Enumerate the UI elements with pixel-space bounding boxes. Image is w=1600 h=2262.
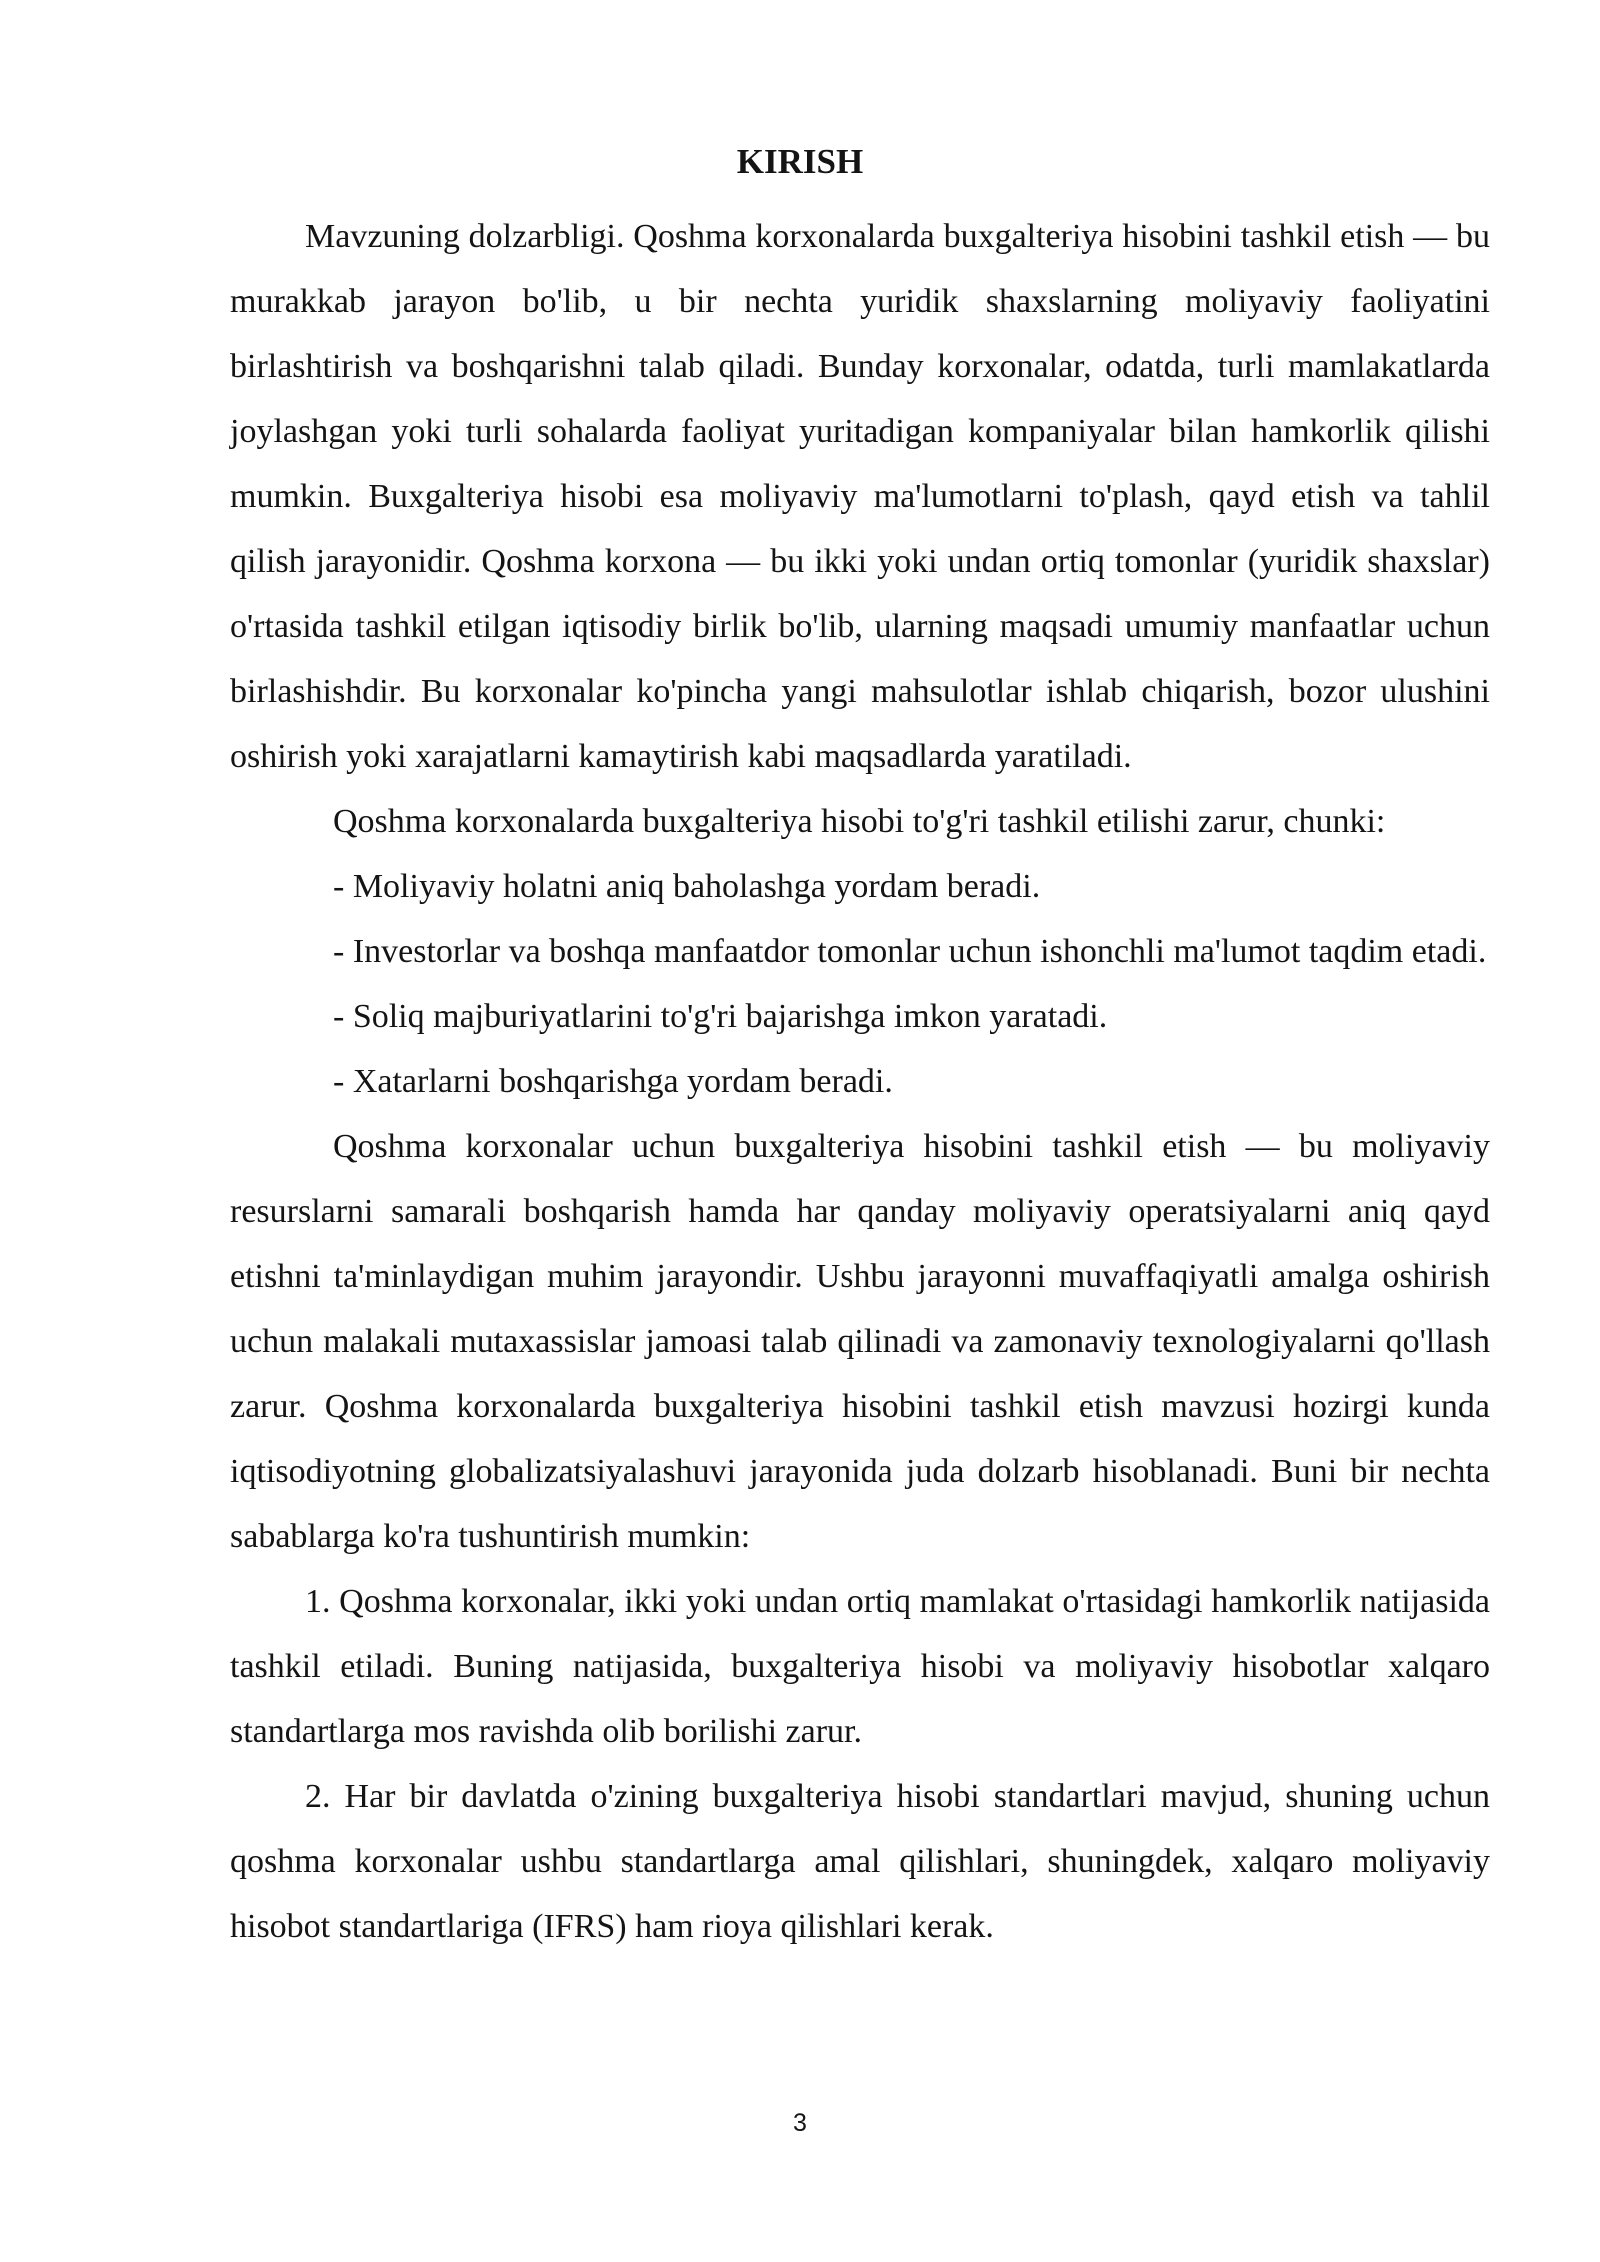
paragraph-accounting-organization: Qoshma korxonalar uchun buxgalteriya hisobini tashkil etish — bu moliyaviy resurslarni samarali boshqarish hamda har qanday moliyaviy operatsiyalarni aniq qayd etishni ta'minlaydigan muhim jarayondir. Ushbu jarayonni muvaffaqiyatli amalga oshirish uchun malakali mutaxassislar jamoasi talab qilinadi va zamonaviy texnologiyalarni qo'llash zarur. Qoshma korxonalarda buxgalteriya hisobini tashkil etish mavzusi hozirgi kunda iqtisodiyotning globalizatsiyalashuvi jarayonida juda dolzarb hisoblanadi. Buni bir nechta sabablarga ko'ra tushuntirish mumkin: xyxy=(230,1128,1490,1555)
numbered-item-1: 1. Qoshma korxonalar, ikki yoki undan ortiq mamlakat o'rtasidagi hamkorlik natijasida tashkil etiladi. Buning natijasida, buxgalteriya hisobi va moliyaviy hisobotlar xalqaro standartlarga mos ravishda olib borilishi zarur. xyxy=(230,1583,1490,1750)
list-item-risk-management: - Xatarlarni boshqarishga yordam beradi. xyxy=(333,1063,893,1100)
section-title: KIRISH xyxy=(736,142,864,181)
list-item-financial-assessment: - Moliyaviy holatni aniq baholashga yordam beradi. xyxy=(333,868,1041,905)
list-item-tax-obligations: - Soliq majburiyatlarini to'g'ri bajarishga imkon yaratadi. xyxy=(333,998,1108,1035)
body-text xyxy=(230,204,1490,1959)
numbered-item-2: 2. Har bir davlatda o'zining buxgalteriya hisobi standartlari mavjud, shuning uchun qoshma korxonalar ushbu standartlarga amal qilishlari, shuningdek, xalqaro moliyaviy hisobot standartlariga (IFRS) ham rioya qilishlari kerak. xyxy=(230,1778,1490,1945)
paragraph-reasons-intro: Qoshma korxonalarda buxgalteriya hisobi to'g'ri tashkil etilishi zarur, chunki: xyxy=(333,803,1386,840)
list-item-investor-information: - Investorlar va boshqa manfaatdor tomonlar uchun ishonchli ma'lumot taqdim etadi. xyxy=(333,933,1487,970)
page-number: 3 xyxy=(793,2109,807,2137)
paragraph-relevance: Mavzuning dolzarbligi. Qoshma korxonalarda buxgalteriya hisobini tashkil etish — bu murakkab jarayon bo'lib, u bir nechta yuridik shaxslarning moliyaviy faoliyatini birlashtirish va boshqarishni talab qiladi. Bunday korxonalar, odatda, turli mamlakatlarda joylashgan yoki turli sohalarda faoliyat yuritadigan kompaniyalar bilan hamkorlik qilishi mumkin. Buxgalteriya hisobi esa moliyaviy ma'lumotlarni to'plash, qayd etish va tahlil qilish jarayonidir. Qoshma korxona — bu ikki yoki undan ortiq tomonlar (yuridik shaxslar) o'rtasida tashkil etilgan iqtisodiy birlik bo'lib, ularning maqsadi umumiy manfaatlar uchun birlashishdir. Bu korxonalar ko'pincha yangi mahsulotlar ishlab chiqarish, bozor ulushini oshirish yoki xarajatlarni kamaytirish kabi maqsadlarda yaratiladi. xyxy=(230,218,1490,775)
